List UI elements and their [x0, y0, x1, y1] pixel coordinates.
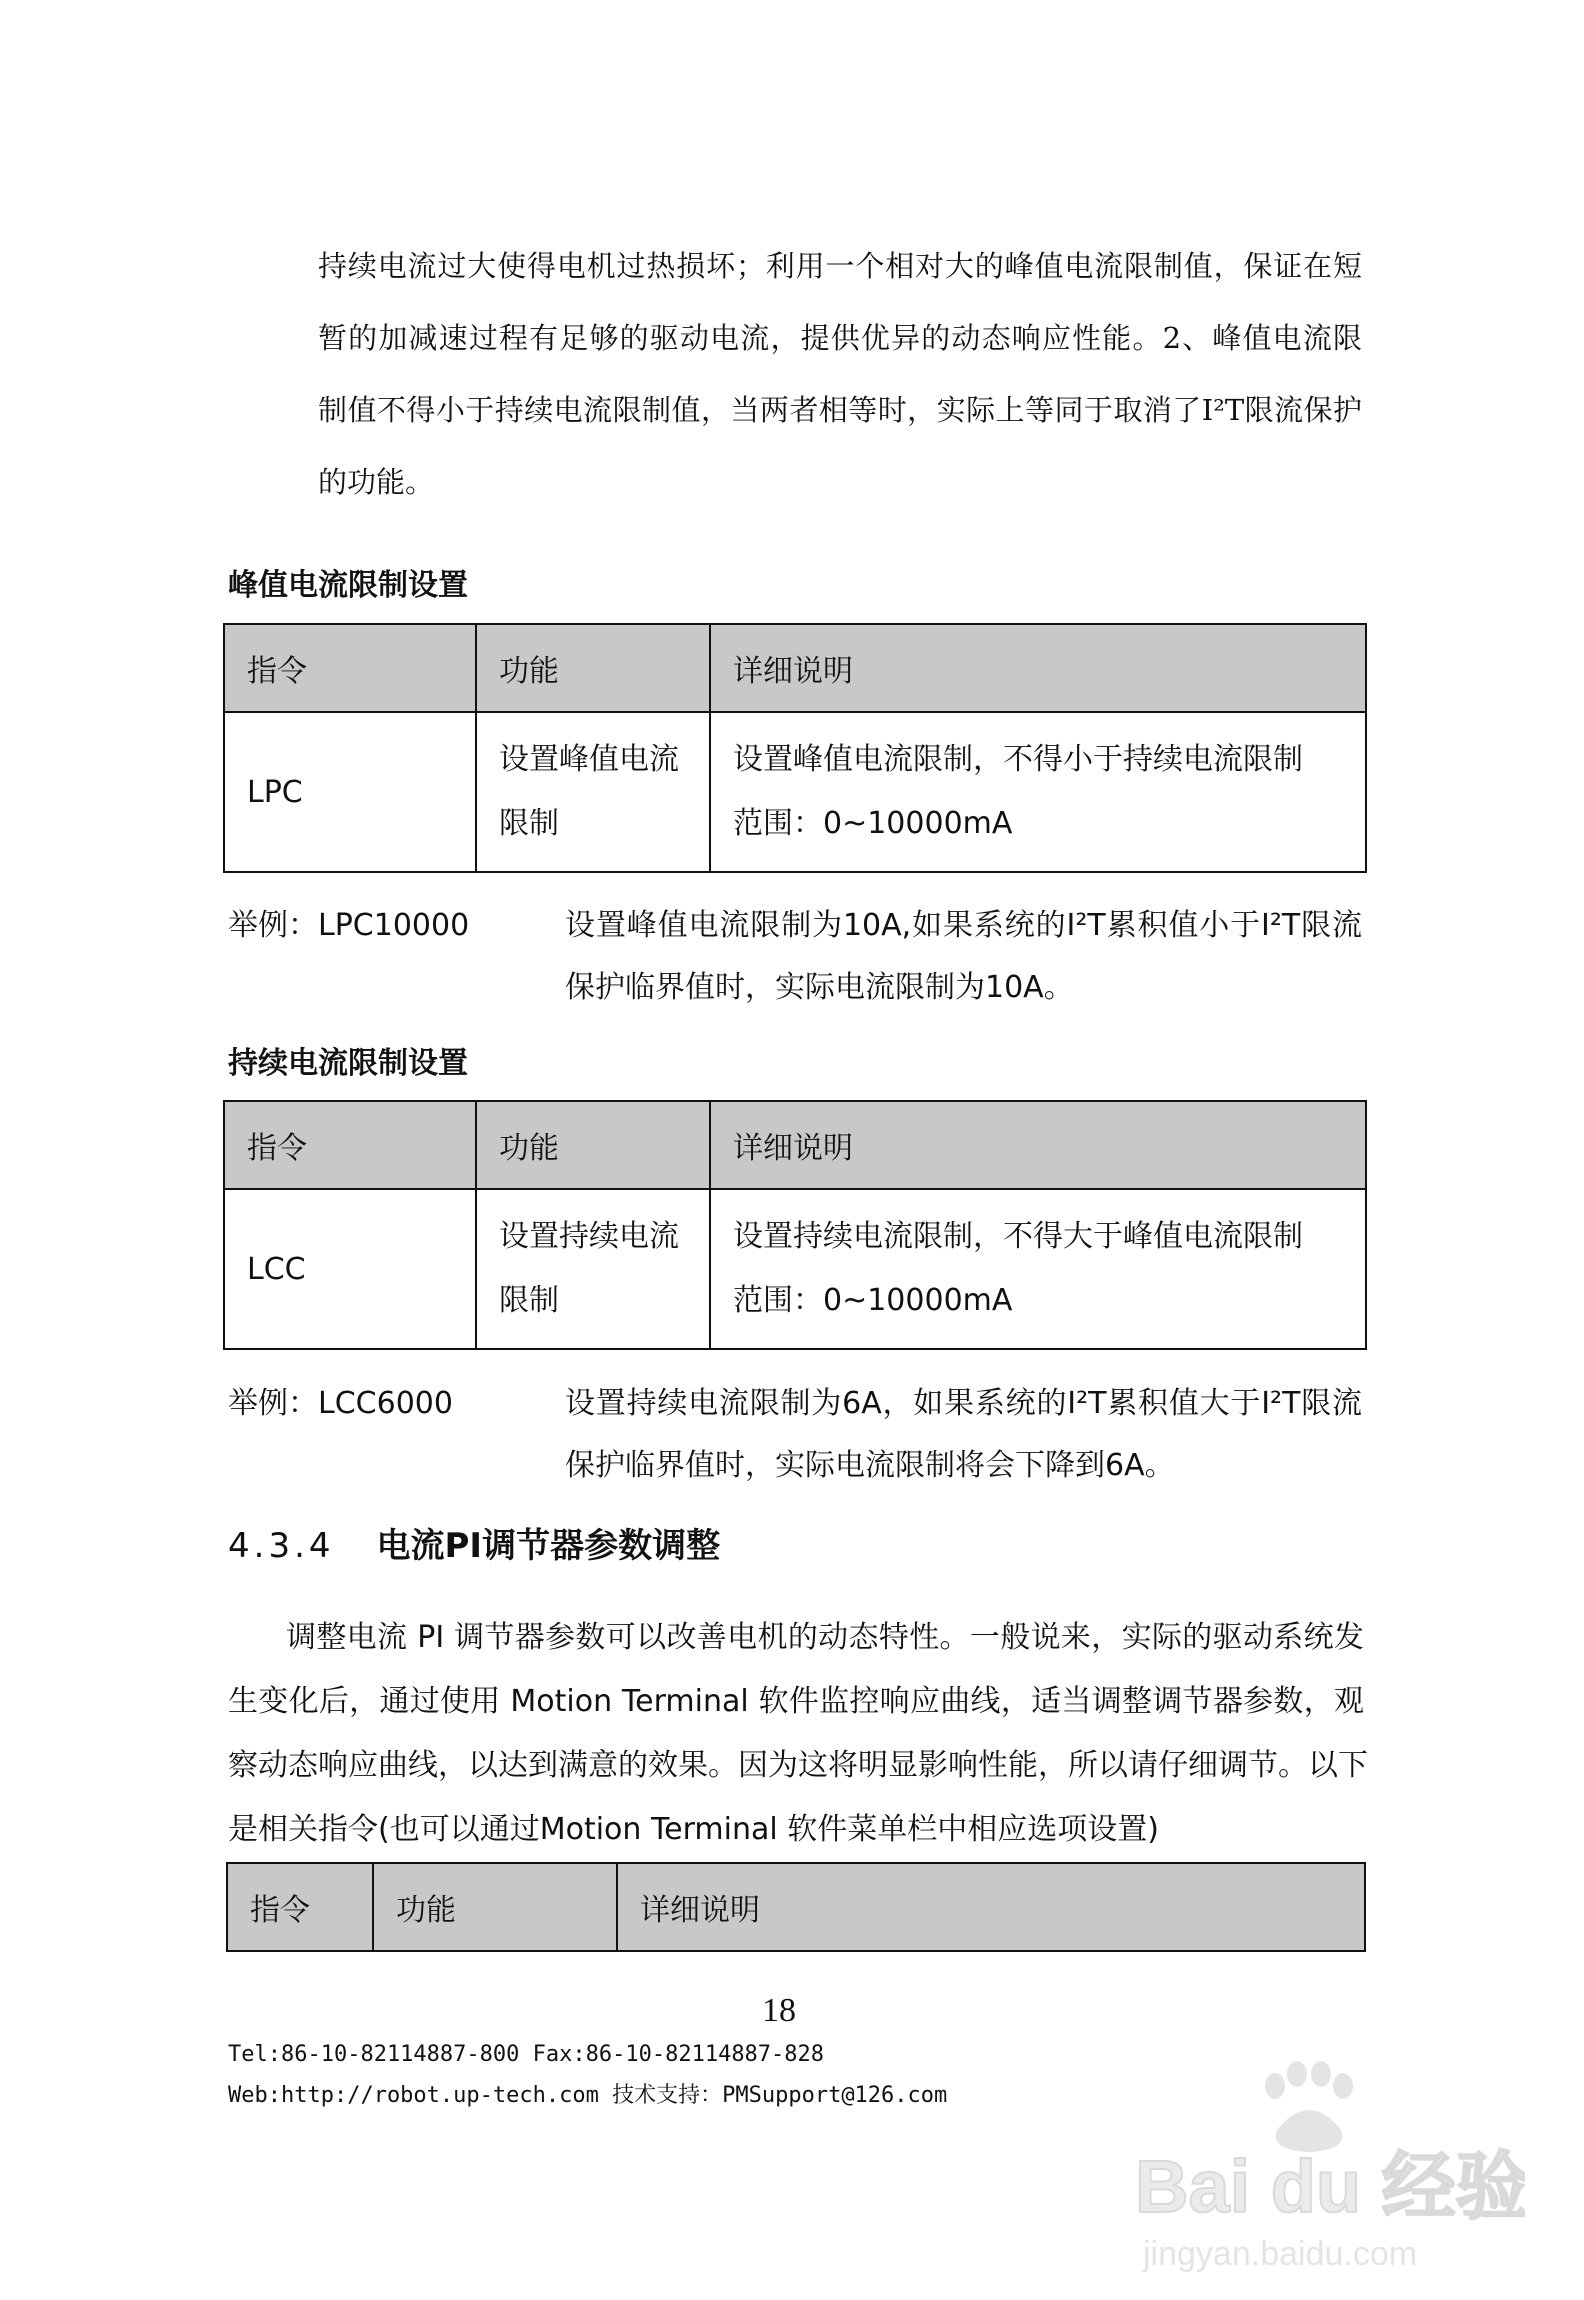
header-func: 功能	[476, 1101, 710, 1189]
table-header-row	[224, 624, 1366, 712]
footer-contact: Tel:86-10-82114887-800 Fax:86-10-82114887-828	[228, 2042, 825, 2067]
cont-heading: 持续电流限制设置	[228, 1046, 468, 1081]
watermark-url: jingyan.baidu.com	[1143, 2235, 1418, 2273]
header-detail: 详细说明	[710, 1101, 1366, 1189]
cell-detail-line: 范围：0~10000mA	[733, 1283, 1013, 1318]
cell-detail	[710, 712, 1366, 872]
header-detail: 详细说明	[710, 624, 1366, 712]
section-line: 察动态响应曲线，以达到满意的效果。因为这将明显影响性能，所以请仔细调节。以下	[228, 1748, 1368, 1783]
cont-example-line: 保护临界值时，实际电流限制将会下降到6A。	[565, 1448, 1175, 1483]
cell-func	[476, 1189, 710, 1349]
intro-line: 的功能。	[318, 465, 435, 499]
cell-func-line: 设置峰值电流	[499, 742, 679, 777]
cell-detail-line: 设置持续电流限制，不得大于峰值电流限制	[733, 1219, 1303, 1254]
section-line: 是相关指令(也可以通过Motion Terminal 软件菜单栏中相应选项设置)	[228, 1812, 1159, 1847]
header-detail: 详细说明	[617, 1863, 1365, 1951]
cell-detail-line: 范围：0~10000mA	[733, 806, 1013, 841]
peak-example-line: 保护临界值时，实际电流限制为10A。	[565, 970, 1074, 1005]
page-number: 18	[762, 1992, 796, 2029]
cont-example-label: 举例：LCC6000	[228, 1386, 453, 1421]
baidu-watermark	[1125, 2060, 1525, 2280]
cell-func-line: 设置持续电流	[499, 1219, 679, 1254]
peak-example-label: 举例：LPC10000	[228, 908, 470, 943]
header-cmd: 指令	[224, 1101, 476, 1189]
cell-detail-line: 设置峰值电流限制，不得小于持续电流限制	[733, 742, 1303, 777]
section-number: 4.3.4	[228, 1526, 335, 1566]
cell-func	[476, 712, 710, 872]
cont-example-line: 设置持续电流限制为6A，如果系统的I²T累积值大于I²T限流	[565, 1386, 1362, 1421]
intro-line: 制值不得小于持续电流限制值，当两者相等时，实际上等同于取消了I²T限流保护	[318, 393, 1362, 427]
intro-line: 持续电流过大使得电机过热损坏；利用一个相对大的峰值电流限制值，保证在短	[318, 249, 1362, 283]
cont-table	[223, 1100, 1367, 1350]
table-row	[224, 712, 1366, 872]
table-row	[224, 1189, 1366, 1349]
table-header-row	[227, 1863, 1365, 1951]
peak-example-line: 设置峰值电流限制为10A,如果系统的I²T累积值小于I²T限流	[565, 908, 1362, 943]
cell-detail	[710, 1189, 1366, 1349]
section-title-text: 电流PI调节器参数调整	[376, 1526, 721, 1566]
header-func: 功能	[373, 1863, 617, 1951]
baidu-paw-icon	[1125, 2060, 1525, 2280]
header-cmd: 指令	[227, 1863, 373, 1951]
cell-cmd: LCC	[224, 1189, 476, 1349]
cell-cmd: LPC	[224, 712, 476, 872]
table-header-row	[224, 1101, 1366, 1189]
peak-table	[223, 623, 1367, 873]
section-title	[228, 1518, 720, 1567]
section-line: 调整电流 PI 调节器参数可以改善电机的动态特性。一般说来，实际的驱动系统发	[286, 1620, 1364, 1655]
footer-web: Web:http://robot.up-tech.com 技术支持：PMSupport@126.com	[228, 2083, 948, 2108]
peak-heading: 峰值电流限制设置	[228, 568, 468, 603]
section-line: 生变化后，通过使用 Motion Terminal 软件监控响应曲线，适当调整调节器参数，观	[228, 1684, 1364, 1719]
watermark-brand: Bai du 经验	[1135, 2145, 1525, 2228]
header-func: 功能	[476, 624, 710, 712]
pi-table	[226, 1862, 1366, 1952]
cell-func-line: 限制	[499, 806, 559, 841]
cell-func-line: 限制	[499, 1283, 559, 1318]
header-cmd: 指令	[224, 624, 476, 712]
intro-line: 暂的加减速过程有足够的驱动电流，提供优异的动态响应性能。2、峰值电流限	[318, 321, 1362, 355]
